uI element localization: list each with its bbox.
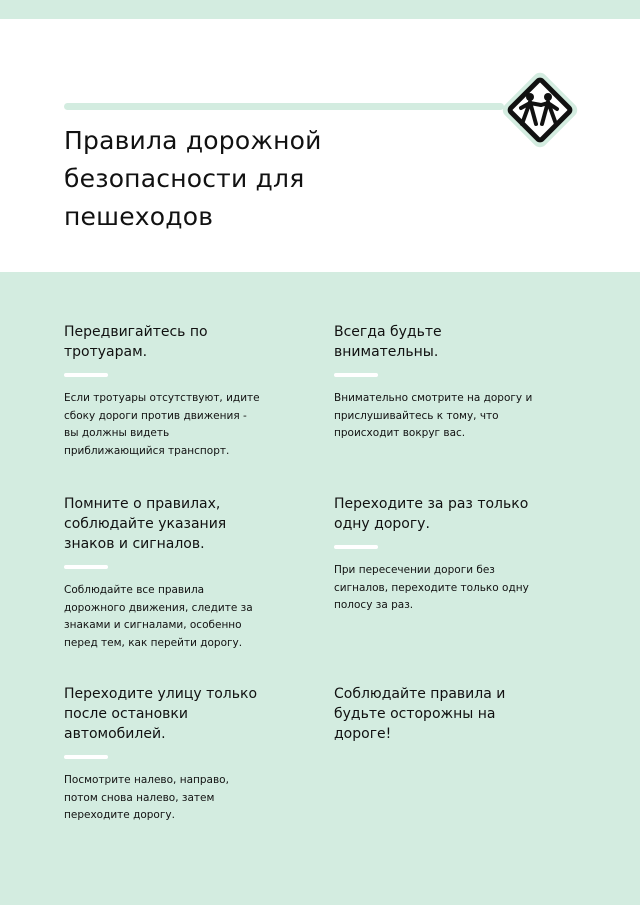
section-text: Если тротуары отсутствуют, идите сбоку дороги против движения - вы должны видеть приближающийся транспорт. (64, 392, 260, 457)
divider (334, 373, 378, 377)
header-line (64, 103, 504, 110)
divider (64, 373, 108, 377)
header (0, 19, 640, 272)
section-text: Соблюдайте все правила дорожного движения, следите за знаками и сигналами, особенно перед тем, как перейти дорогу. (64, 584, 253, 649)
pedestrian-crossing-sign-icon (497, 67, 583, 153)
section-attentive (334, 322, 534, 443)
divider (64, 755, 108, 759)
section-be-careful (334, 684, 534, 744)
section-heading: Переходите за раз только одну дорогу. (334, 496, 529, 532)
section-text: Внимательно смотрите на дорогу и прислушивайтесь к тому, что происходит вокруг вас. (334, 392, 533, 439)
section-heading: Помните о правилах, соблюдайте указания знаков и сигналов. (64, 496, 227, 552)
section-heading: Соблюдайте правила и будьте осторожны на дороге! (334, 686, 506, 742)
divider (334, 545, 378, 549)
section-text: При пересечении дороги без сигналов, переходите только одну полосу за раз. (334, 564, 529, 611)
section-heading: Передвигайтесь по тротуарам. (64, 324, 208, 360)
section-one-road (334, 494, 534, 615)
section-heading: Всегда будьте внимательны. (334, 324, 442, 360)
section-heading: Переходите улицу только после остановки автомобилей. (64, 686, 258, 742)
top-strip (0, 0, 640, 19)
section-text: Посмотрите налево, направо, потом снова налево, затем переходите дорогу. (64, 774, 229, 821)
page-title: Правила дорожной безопасности для пешеходов (64, 126, 322, 231)
section-cars-stop (64, 684, 264, 825)
section-sidewalks (64, 322, 264, 460)
section-signals (64, 494, 264, 652)
divider (64, 565, 108, 569)
